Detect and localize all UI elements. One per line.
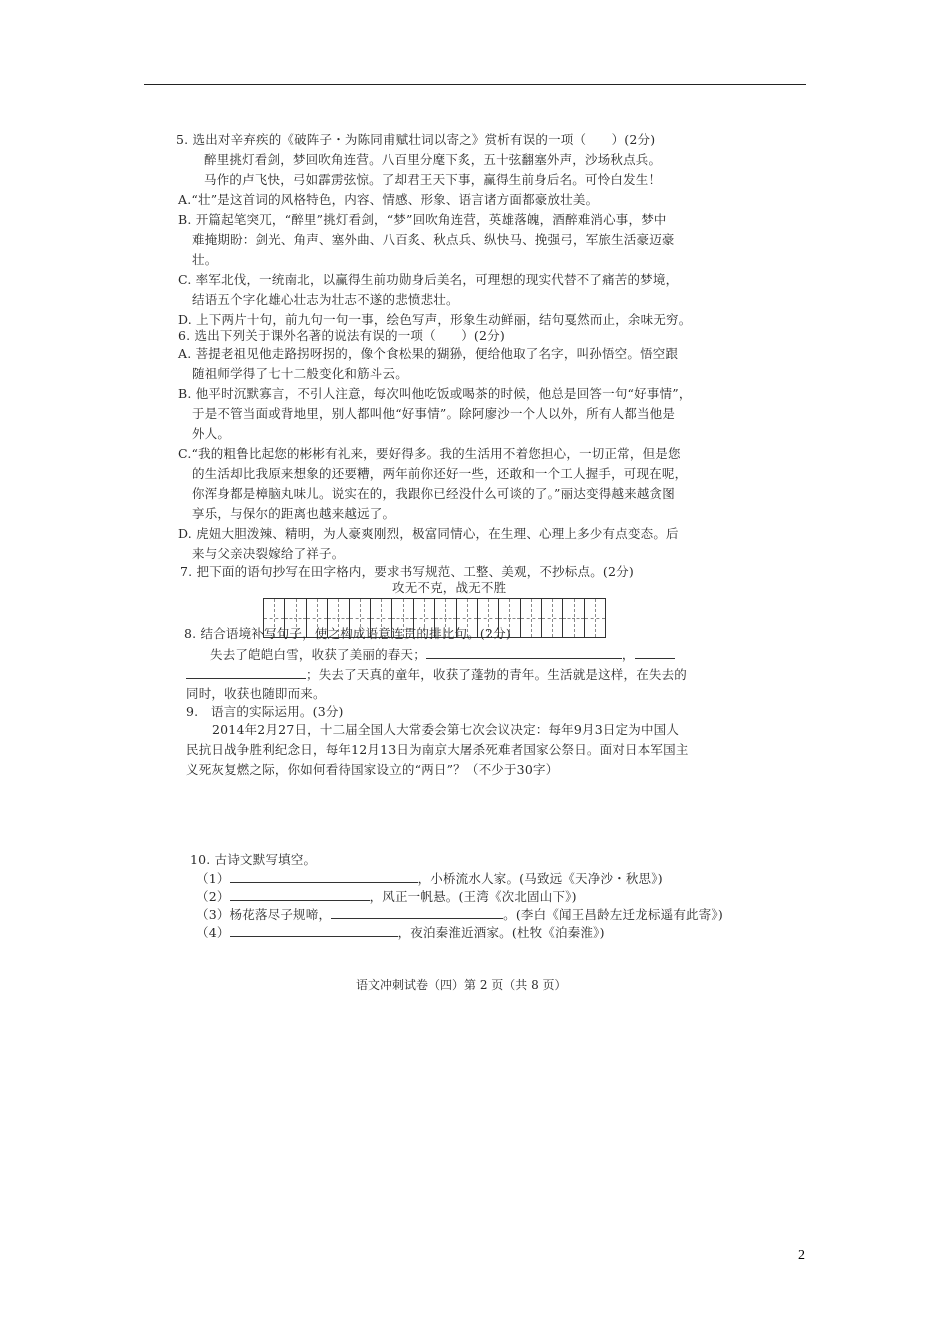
q10-item-1-text: ，小桥流水人家。(马致远《天净沙・秋思》) — [417, 871, 663, 886]
q8-line-2-text: ；失去了天真的童年，收获了蓬勃的青年。生活就是这样，在失去的 — [306, 667, 688, 682]
q8-blank-3[interactable] — [186, 666, 306, 679]
q5-poem-line-2: 马作的卢飞快，弓如霹雳弦惊。了却君王天下事，赢得生前身后名。可怜白发生！ — [204, 172, 662, 187]
q5-stem: 5. 选出对辛弃疾的《破阵子・为陈同甫赋壮词以寄之》赏析有误的一项（ ）(2分) — [176, 132, 656, 147]
page-number: 2 — [798, 1248, 805, 1263]
q10-item-3-text-a: （3）杨花落尽子规啼， — [196, 907, 332, 922]
q8-line-2 — [186, 666, 687, 683]
q10-blank-2[interactable] — [230, 888, 370, 901]
q10-item-1 — [196, 870, 663, 887]
q10-item-2 — [196, 888, 577, 905]
grid-cell[interactable] — [562, 598, 584, 638]
q10-blank-3[interactable] — [331, 906, 503, 919]
q10-item-4-number: （4） — [196, 925, 230, 940]
q10-blank-1[interactable] — [230, 870, 418, 883]
q5-option-b-1: B. 开篇起笔突兀，“醉里”挑灯看剑，“梦”回吹角连营，英雄落魄，酒醉难消心事，梦中 — [178, 212, 667, 227]
q10-item-3-text-b: 。(李白《闻王昌龄左迁龙标遥有此寄》) — [503, 907, 723, 922]
q6-option-b-1: B. 他平时沉默寡言，不引人注意，每次叫他吃饭或喝茶的时候，他总是回答一句“好事情”， — [178, 386, 692, 401]
q5-option-c-1: C. 率军北伐，一统南北，以赢得生前功勋身后美名，可理想的现实代替不了痛苦的梦境， — [178, 272, 679, 287]
q6-option-c-3: 你浑身都是樟脑丸味儿。说实在的，我跟你已经没什么可谈的了。”丽达变得越来越贪图 — [192, 486, 675, 501]
q8-line-3: 同时，收获也随即而来。 — [186, 686, 326, 701]
grid-cell[interactable] — [520, 598, 542, 638]
q8-blank-1[interactable] — [426, 646, 622, 659]
q10-item-3 — [196, 906, 723, 923]
q5-option-b-3: 壮。 — [192, 252, 218, 267]
q6-option-d-1: D. 虎妞大胆泼辣、精明，为人豪爽刚烈，极富同情心，在生理、心理上多少有点变态。后 — [178, 526, 679, 541]
q5-option-d: D. 上下两片十句，前九句一句一事，绘色写声，形象生动鲜丽，结句戛然而止，余味无穷。 — [178, 312, 692, 327]
q8-stem: 8. 结合语境补写句子，使之构成语意连贯的排比句。(2分) — [184, 626, 511, 641]
q5-option-a: A.“壮”是这首词的风格特色，内容、情感、形象、语言诸方面都豪放壮美。 — [178, 192, 599, 207]
q10-item-1-number: （1） — [196, 871, 230, 886]
q6-stem: 6. 选出下列关于课外名著的说法有误的一项（ ）(2分) — [178, 328, 505, 343]
q6-option-c-1: C.“我的粗鲁比起您的彬彬有礼来，要好得多。我的生活用不着您担心，一切正常，但是您 — [178, 446, 681, 461]
header-rule — [144, 84, 806, 85]
q9-paragraph-3: 义死灰复燃之际，你如何看待国家设立的“两日”？（不少于30字） — [186, 762, 559, 777]
q7-stem: 7. 把下面的语句抄写在田字格内，要求书写规范、工整、美观，不抄标点。(2分) — [180, 564, 634, 579]
q7-copy-text: 攻无不克，战无不胜 — [392, 580, 507, 595]
q6-option-b-2: 于是不管当面或背地里，别人都叫他“好事情”。除阿廖沙一个人以外，所有人都当他是 — [192, 406, 676, 421]
q6-option-c-2: 的生活却比我原来想象的还要糟，两年前你还好一些，还敢和一个工人握手，可现在呢， — [192, 466, 688, 481]
q8-blank-2[interactable] — [635, 646, 675, 659]
q8-line-1-text: 失去了皑皑白雪，收获了美丽的春天； — [210, 647, 426, 662]
page-footer: 语文冲刺试卷（四）第 2 页（共 8 页） — [356, 978, 567, 992]
grid-cell[interactable] — [584, 598, 606, 638]
grid-cell[interactable] — [541, 598, 563, 638]
q9-paragraph-1: 2014年2月27日，十二届全国人大常委会第七次会议决定：每年9月3日定为中国人 — [212, 722, 680, 737]
q6-option-a-1: A. 菩提老祖见他走路拐呀拐的，像个食松果的猢狲，便给他取了名字，叫孙悟空。悟空跟 — [178, 346, 679, 361]
q8-line-1 — [210, 646, 675, 663]
q5-option-b-2: 难掩期盼：剑光、角声、塞外曲、八百炙、秋点兵、纵快马、挽强弓，军旅生活豪迈豪 — [192, 232, 675, 247]
q5-option-c-2: 结语五个字化雄心壮志为壮志不遂的悲愤悲壮。 — [192, 292, 459, 307]
q6-option-d-2: 来与父亲决裂嫁给了祥子。 — [192, 546, 345, 561]
q6-option-a-2: 随祖师学得了七十二般变化和筋斗云。 — [192, 366, 408, 381]
q5-poem-line-1: 醉里挑灯看剑，梦回吹角连营。八百里分麾下炙，五十弦翻塞外声，沙场秋点兵。 — [204, 152, 662, 167]
q10-item-2-text: ，风正一帆悬。(王湾《次北固山下》) — [369, 889, 577, 904]
q10-blank-4[interactable] — [230, 924, 398, 937]
q9-stem: 9. 语言的实际运用。(3分) — [186, 704, 344, 719]
q10-item-4-text: ，夜泊秦淮近酒家。(杜牧《泊秦淮》) — [397, 925, 605, 940]
q8-comma: ， — [621, 647, 635, 662]
q10-item-4 — [196, 924, 605, 941]
q10-stem: 10. 古诗文默写填空。 — [190, 852, 317, 867]
q6-option-c-4: 享乐，与保尔的距离也越来越远了。 — [192, 506, 396, 521]
q10-item-2-number: （2） — [196, 889, 230, 904]
q6-option-b-3: 外人。 — [192, 426, 231, 441]
q9-paragraph-2: 民抗日战争胜利纪念日，每年12月13日为南京大屠杀死难者国家公祭日。面对日本军国主 — [186, 742, 689, 757]
